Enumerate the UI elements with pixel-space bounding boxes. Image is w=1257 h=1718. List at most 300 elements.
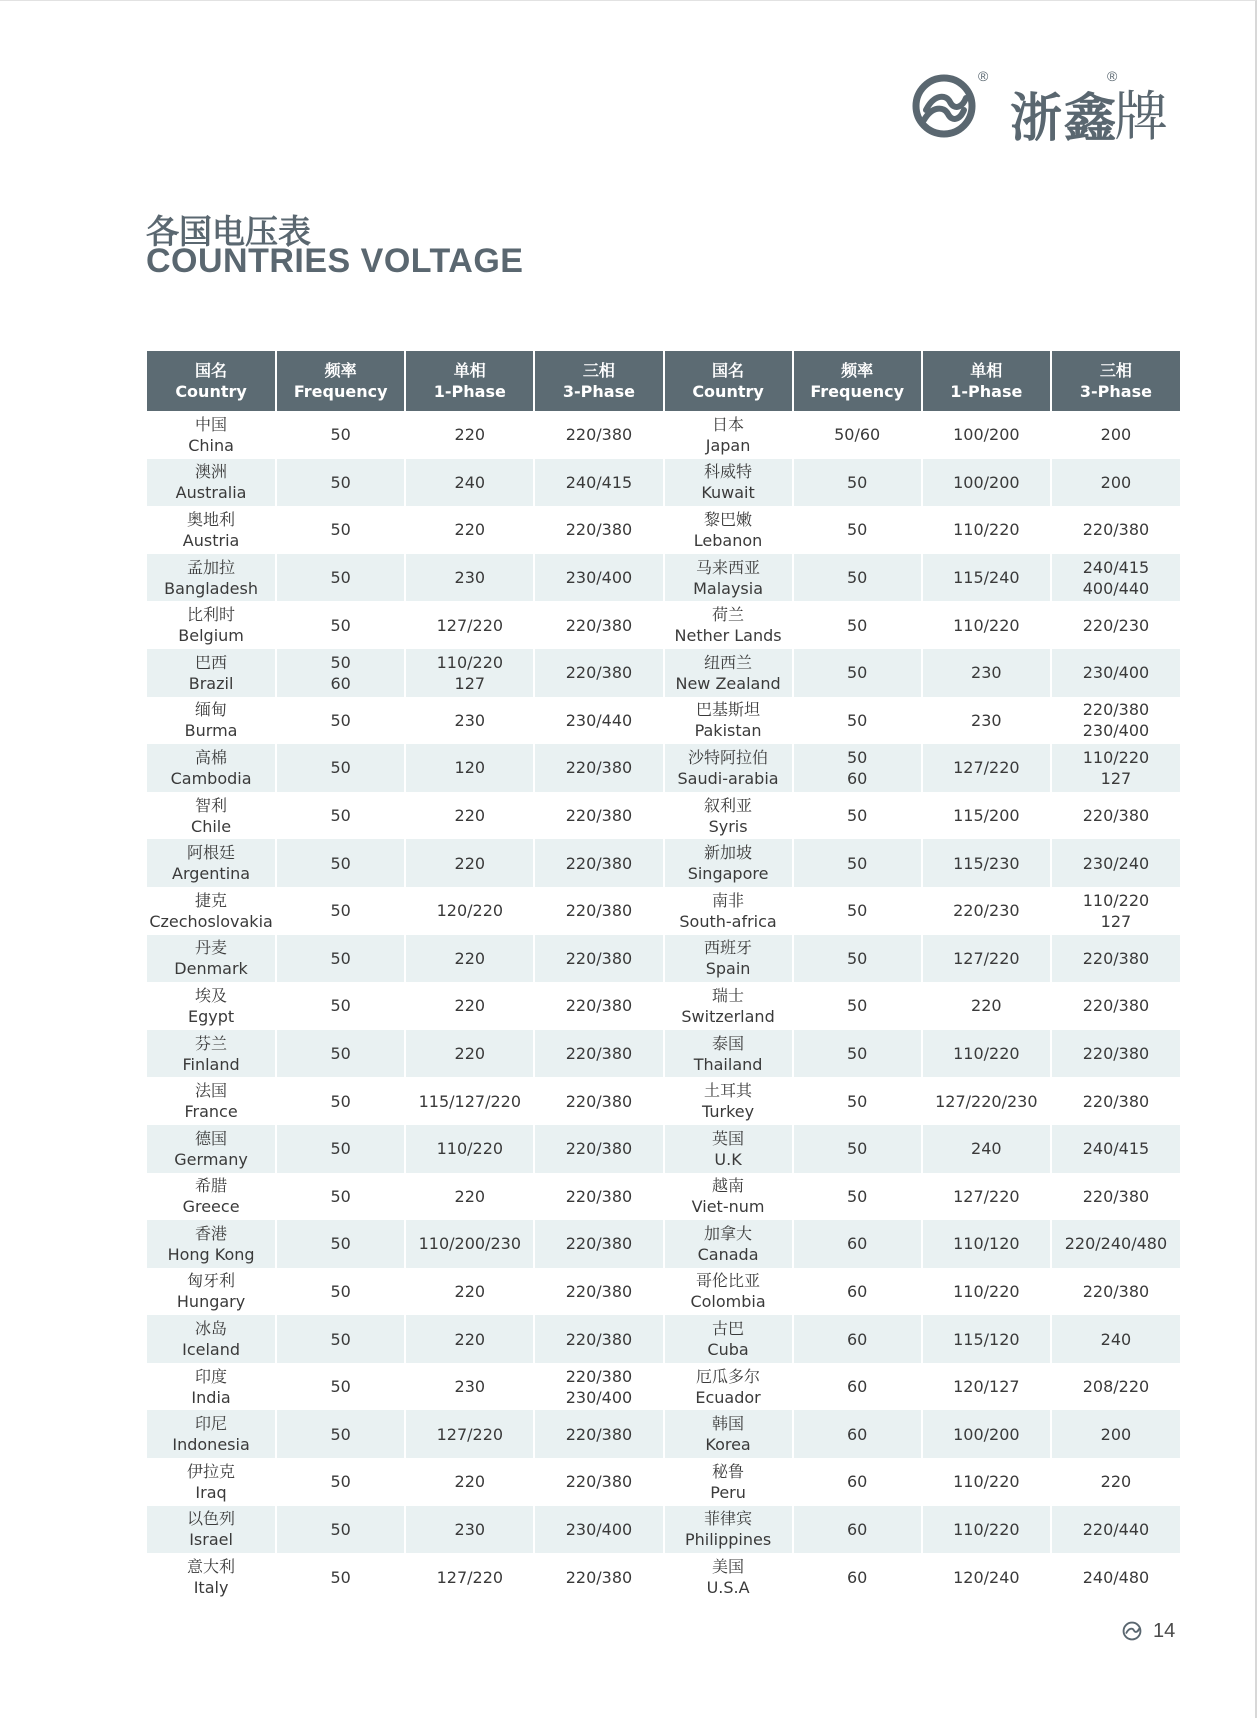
frequency-value: 60: [847, 1519, 868, 1539]
header-en: 1-Phase: [950, 382, 1023, 401]
header-cn: 三相: [582, 361, 615, 380]
country-value: Burma: [184, 721, 238, 741]
country-cell: [664, 1268, 793, 1316]
one-phase-value: 110/220: [953, 1044, 1020, 1064]
frequency-value: 50: [330, 1424, 351, 1444]
three-phase-cell: [534, 459, 663, 507]
header-cell: [1051, 351, 1180, 411]
three-phase-cell: [1051, 1553, 1180, 1601]
frequency-cell: [793, 1315, 922, 1363]
one-phase-cell: [405, 1363, 534, 1411]
one-phase-value: 127: [454, 673, 486, 693]
three-phase-cell: [1051, 792, 1180, 840]
header-en: 3-Phase: [1079, 382, 1152, 401]
one-phase-value: 110/200/230: [418, 1234, 522, 1254]
table-row: [147, 1363, 1180, 1411]
one-phase-cell: [922, 1125, 1051, 1173]
frequency-cell: [276, 839, 405, 887]
one-phase-value: 220: [454, 806, 486, 826]
frequency-cell: [276, 554, 405, 602]
country-value: Hungary: [176, 1292, 246, 1312]
table-row: [147, 982, 1180, 1030]
frequency-cell: [276, 744, 405, 792]
one-phase-value: 220: [454, 425, 486, 445]
one-phase-cell: [405, 1553, 534, 1601]
one-phase-value: 220: [971, 996, 1002, 1016]
three-phase-value: 200: [1100, 472, 1132, 492]
frequency-cell: [793, 1458, 922, 1506]
frequency-value: 50: [330, 1044, 351, 1064]
country-cell: [664, 554, 793, 602]
country-cell: [147, 554, 276, 602]
country-value: 巴基斯坦: [696, 700, 761, 720]
table-row: [147, 935, 1180, 983]
header-cell: [664, 351, 793, 411]
one-phase-value: 240: [454, 472, 486, 492]
three-phase-cell: [1051, 506, 1180, 554]
three-phase-cell: [1051, 744, 1180, 792]
header-cn: 三相: [1099, 361, 1132, 380]
three-phase-cell: [1051, 601, 1180, 649]
country-cell: [664, 1410, 793, 1458]
country-value: 菲律宾: [704, 1509, 753, 1529]
country-value: Iceland: [182, 1340, 241, 1360]
frequency-value: 50: [330, 948, 351, 968]
country-value: 中国: [195, 414, 228, 434]
three-phase-cell: [534, 744, 663, 792]
three-phase-value: 220/380: [565, 1234, 633, 1254]
country-cell: [147, 1363, 276, 1411]
three-phase-value: 220/230: [1082, 615, 1150, 635]
one-phase-cell: [405, 1030, 534, 1078]
country-cell: [147, 839, 276, 887]
country-value: 埃及: [195, 985, 228, 1005]
country-cell: [147, 1410, 276, 1458]
one-phase-cell: [922, 1410, 1051, 1458]
country-value: Saudi-arabia: [677, 768, 779, 788]
country-cell: [664, 1220, 793, 1268]
country-value: 印尼: [195, 1414, 228, 1434]
frequency-value: 50: [330, 1139, 351, 1159]
country-value: South-africa: [679, 911, 777, 931]
header-cell: [147, 351, 276, 411]
frequency-cell: [793, 554, 922, 602]
frequency-cell: [276, 1173, 405, 1221]
frequency-value: 50: [847, 1186, 868, 1206]
country-value: Germany: [174, 1149, 248, 1169]
three-phase-cell: [534, 1125, 663, 1173]
table-row: [147, 554, 1180, 602]
country-value: France: [184, 1102, 238, 1122]
three-phase-cell: [534, 1506, 663, 1554]
frequency-value: 50: [330, 1567, 351, 1587]
frequency-value: 60: [847, 768, 868, 788]
frequency-value: 50: [330, 425, 351, 445]
three-phase-value: 220/380: [565, 1472, 633, 1492]
one-phase-value: 220: [454, 1329, 486, 1349]
one-phase-value: 220: [454, 1044, 486, 1064]
one-phase-value: 110/120: [953, 1234, 1020, 1254]
frequency-cell: [276, 1030, 405, 1078]
country-cell: [147, 506, 276, 554]
country-cell: [664, 1030, 793, 1078]
country-value: 泰国: [712, 1033, 745, 1053]
frequency-value: 50: [330, 1234, 351, 1254]
three-phase-value: 220/380: [1082, 1186, 1150, 1206]
frequency-cell: [276, 1506, 405, 1554]
country-value: Cambodia: [170, 768, 252, 788]
one-phase-cell: [405, 411, 534, 459]
one-phase-cell: [405, 506, 534, 554]
one-phase-cell: [405, 839, 534, 887]
frequency-value: 50: [847, 948, 868, 968]
three-phase-value: 220/380: [565, 853, 633, 873]
three-phase-value: 220/380: [1082, 996, 1150, 1016]
three-phase-value: 240/480: [1082, 1567, 1150, 1587]
frequency-value: 60: [847, 1234, 868, 1254]
three-phase-cell: [534, 1553, 663, 1601]
three-phase-cell: [534, 792, 663, 840]
one-phase-value: 110/220: [436, 652, 504, 672]
country-cell: [664, 935, 793, 983]
three-phase-value: 127: [1100, 911, 1132, 931]
country-value: Lebanon: [693, 530, 763, 550]
one-phase-value: 110/220: [436, 1139, 504, 1159]
country-value: 厄瓜多尔: [696, 1366, 761, 1386]
table-row: [147, 1268, 1180, 1316]
three-phase-value: 220/380: [1082, 948, 1150, 968]
country-value: Switzerland: [681, 1006, 775, 1026]
page-title-cn: 各国电压表: [146, 212, 311, 251]
one-phase-cell: [405, 982, 534, 1030]
three-phase-value: 240/415: [1082, 557, 1150, 577]
three-phase-value: 220/380: [1082, 1044, 1150, 1064]
country-value: 瑞士: [712, 985, 745, 1005]
frequency-value: 50: [847, 615, 868, 635]
one-phase-cell: [405, 697, 534, 745]
one-phase-value: 100/200: [953, 472, 1020, 492]
one-phase-cell: [405, 1125, 534, 1173]
three-phase-value: 230/400: [1082, 721, 1150, 741]
header-en: Frequency: [810, 382, 905, 401]
brand-name: 浙鑫: [1010, 89, 1119, 149]
country-cell: [147, 792, 276, 840]
country-cell: [147, 1268, 276, 1316]
one-phase-value: 127/220: [953, 758, 1020, 778]
three-phase-cell: [1051, 839, 1180, 887]
frequency-value: 50: [330, 996, 351, 1016]
one-phase-value: 110/220: [953, 1281, 1020, 1301]
three-phase-cell: [1051, 1030, 1180, 1078]
frequency-cell: [793, 1363, 922, 1411]
country-cell: [664, 459, 793, 507]
one-phase-cell: [405, 1506, 534, 1554]
country-cell: [147, 1125, 276, 1173]
frequency-value: 50: [847, 747, 868, 767]
frequency-cell: [276, 1458, 405, 1506]
frequency-cell: [276, 1220, 405, 1268]
one-phase-value: 230: [454, 568, 486, 588]
frequency-cell: [793, 1268, 922, 1316]
frequency-value: 50: [330, 1091, 351, 1111]
header-cn: 频率: [324, 361, 357, 380]
three-phase-cell: [534, 1220, 663, 1268]
country-value: 芬兰: [195, 1033, 228, 1053]
three-phase-cell: [534, 506, 663, 554]
three-phase-value: 127: [1100, 768, 1132, 788]
country-cell: [147, 744, 276, 792]
frequency-value: 50: [330, 472, 351, 492]
country-value: U.K: [714, 1149, 742, 1169]
one-phase-value: 230: [454, 1519, 486, 1539]
table-row: [147, 1173, 1180, 1221]
one-phase-value: 127/220: [953, 948, 1020, 968]
three-phase-cell: [1051, 411, 1180, 459]
header-en: Country: [175, 382, 247, 401]
one-phase-cell: [405, 1315, 534, 1363]
one-phase-cell: [922, 1315, 1051, 1363]
country-cell: [147, 459, 276, 507]
one-phase-value: 240: [971, 1139, 1002, 1159]
three-phase-value: 230/400: [565, 568, 633, 588]
one-phase-value: 115/200: [953, 806, 1020, 826]
country-cell: [147, 1506, 276, 1554]
brand-logo: [912, 68, 1187, 149]
table-row: [147, 697, 1180, 745]
country-value: Hong Kong: [167, 1244, 255, 1264]
frequency-value: 50: [330, 806, 351, 826]
three-phase-value: 220/240/480: [1064, 1234, 1168, 1254]
one-phase-value: 100/200: [953, 1424, 1020, 1444]
three-phase-value: 220/380: [565, 901, 633, 921]
country-value: 荷兰: [712, 605, 745, 625]
frequency-cell: [793, 1553, 922, 1601]
frequency-value: 60: [847, 1424, 868, 1444]
one-phase-value: 230: [971, 663, 1002, 683]
country-cell: [147, 1315, 276, 1363]
country-cell: [664, 1553, 793, 1601]
header-en: 3-Phase: [562, 382, 635, 401]
three-phase-value: 220/380: [565, 758, 633, 778]
frequency-cell: [276, 601, 405, 649]
frequency-value: 50: [330, 853, 351, 873]
three-phase-value: 220/380: [1082, 1281, 1150, 1301]
three-phase-cell: [1051, 1506, 1180, 1554]
frequency-value: 60: [330, 673, 351, 693]
country-value: Brazil: [188, 673, 234, 693]
frequency-cell: [793, 649, 922, 697]
three-phase-value: 230/400: [565, 1519, 633, 1539]
table-row: [147, 1458, 1180, 1506]
frequency-value: 60: [847, 1567, 868, 1587]
one-phase-value: 100/200: [953, 425, 1020, 445]
country-cell: [664, 1363, 793, 1411]
table-row: [147, 792, 1180, 840]
frequency-cell: [793, 744, 922, 792]
country-value: U.S.A: [706, 1578, 750, 1598]
table-body: [147, 411, 1180, 1601]
country-value: Egypt: [187, 1006, 235, 1026]
country-cell: [664, 792, 793, 840]
one-phase-cell: [405, 1458, 534, 1506]
frequency-value: 50: [847, 1091, 868, 1111]
frequency-cell: [793, 1077, 922, 1125]
table-row: [147, 459, 1180, 507]
country-value: 智利: [195, 795, 228, 815]
country-cell: [147, 1553, 276, 1601]
country-value: 丹麦: [195, 938, 228, 958]
three-phase-cell: [534, 697, 663, 745]
three-phase-cell: [1051, 1125, 1180, 1173]
header-cell: [793, 351, 922, 411]
one-phase-cell: [922, 744, 1051, 792]
frequency-cell: [793, 982, 922, 1030]
three-phase-value: 230/240: [1082, 853, 1150, 873]
country-cell: [147, 697, 276, 745]
frequency-value: 50: [847, 520, 868, 540]
one-phase-value: 230: [454, 1377, 486, 1397]
country-cell: [664, 744, 793, 792]
one-phase-value: 115/120: [953, 1329, 1020, 1349]
registered-mark: ®: [978, 68, 989, 84]
frequency-cell: [793, 839, 922, 887]
three-phase-value: 220/380: [565, 1329, 633, 1349]
frequency-cell: [793, 601, 922, 649]
frequency-cell: [276, 1315, 405, 1363]
one-phase-value: 220: [454, 1281, 486, 1301]
header-cell: [405, 351, 534, 411]
country-value: 孟加拉: [187, 557, 236, 577]
frequency-value: 50/60: [834, 425, 881, 445]
brand-mark-small-icon: [1122, 1621, 1142, 1641]
frequency-value: 50: [847, 806, 868, 826]
country-value: 沙特阿拉伯: [688, 747, 769, 767]
frequency-cell: [793, 887, 922, 935]
one-phase-cell: [922, 459, 1051, 507]
table-row: [147, 1506, 1180, 1554]
one-phase-value: 120/240: [953, 1567, 1020, 1587]
country-value: 日本: [712, 414, 745, 434]
page-title-en: COUNTRIES VOLTAGE: [146, 242, 524, 280]
country-value: Colombia: [690, 1292, 766, 1312]
three-phase-cell: [1051, 1268, 1180, 1316]
one-phase-cell: [922, 839, 1051, 887]
three-phase-value: 200: [1100, 1424, 1132, 1444]
country-cell: [147, 935, 276, 983]
frequency-value: 50: [330, 1519, 351, 1539]
table-row: [147, 411, 1180, 459]
three-phase-cell: [534, 601, 663, 649]
one-phase-value: 120: [454, 758, 486, 778]
one-phase-cell: [405, 1410, 534, 1458]
country-value: Malaysia: [693, 578, 764, 598]
country-cell: [147, 1077, 276, 1125]
table-row: [147, 744, 1180, 792]
one-phase-cell: [922, 1458, 1051, 1506]
country-value: 匈牙利: [187, 1271, 236, 1291]
one-phase-cell: [405, 459, 534, 507]
three-phase-value: 110/220: [1082, 747, 1150, 767]
three-phase-cell: [534, 1173, 663, 1221]
one-phase-value: 127/220/230: [935, 1091, 1038, 1111]
three-phase-cell: [1051, 697, 1180, 745]
table-row: [147, 1125, 1180, 1173]
country-cell: [664, 411, 793, 459]
country-value: 英国: [712, 1128, 745, 1148]
country-value: Peru: [710, 1482, 746, 1502]
one-phase-cell: [922, 411, 1051, 459]
one-phase-value: 110/220: [953, 1519, 1020, 1539]
three-phase-value: 230/440: [565, 710, 633, 730]
one-phase-cell: [405, 887, 534, 935]
country-cell: [147, 982, 276, 1030]
country-value: Syris: [708, 816, 748, 836]
brand-mark-icon: [912, 74, 976, 138]
three-phase-cell: [534, 1458, 663, 1506]
one-phase-value: 220: [454, 1186, 486, 1206]
country-value: Chile: [191, 816, 232, 836]
country-value: 科威特: [704, 462, 753, 482]
country-value: 冰岛: [195, 1319, 228, 1339]
country-value: 阿根廷: [187, 843, 236, 863]
country-value: Singapore: [687, 864, 769, 884]
three-phase-value: 220/380: [565, 615, 633, 635]
country-value: 越南: [712, 1176, 745, 1196]
three-phase-cell: [534, 1077, 663, 1125]
country-cell: [664, 1125, 793, 1173]
three-phase-value: 208/220: [1082, 1377, 1150, 1397]
three-phase-value: 220/380: [565, 520, 633, 540]
frequency-cell: [276, 1410, 405, 1458]
frequency-cell: [276, 1553, 405, 1601]
three-phase-cell: [1051, 1077, 1180, 1125]
country-value: Czechoslovakia: [149, 911, 273, 931]
country-value: 马来西亚: [696, 557, 761, 577]
country-value: 澳洲: [195, 462, 228, 482]
three-phase-value: 220/380: [565, 1567, 633, 1587]
one-phase-value: 230: [454, 710, 486, 730]
country-value: Korea: [705, 1435, 751, 1455]
three-phase-cell: [534, 1315, 663, 1363]
one-phase-cell: [405, 649, 534, 697]
frequency-cell: [793, 1125, 922, 1173]
country-cell: [147, 649, 276, 697]
country-value: Thailand: [693, 1054, 763, 1074]
one-phase-value: 127/220: [953, 1186, 1020, 1206]
three-phase-value: 220/380: [565, 996, 633, 1016]
frequency-cell: [793, 506, 922, 554]
one-phase-value: 120/127: [953, 1377, 1020, 1397]
one-phase-cell: [922, 982, 1051, 1030]
country-value: 希腊: [195, 1176, 228, 1196]
frequency-value: 50: [847, 1044, 868, 1064]
one-phase-cell: [922, 554, 1051, 602]
one-phase-cell: [405, 601, 534, 649]
country-value: 法国: [195, 1081, 228, 1101]
three-phase-cell: [534, 1030, 663, 1078]
country-value: 高棉: [195, 747, 228, 767]
table-row: [147, 839, 1180, 887]
voltage-table: [147, 351, 1180, 1601]
three-phase-value: 230/400: [1082, 663, 1150, 683]
one-phase-cell: [922, 935, 1051, 983]
country-value: Bangladesh: [164, 578, 258, 598]
country-value: Italy: [193, 1578, 229, 1598]
registered-mark-2: ®: [1107, 68, 1118, 84]
header-en: Country: [692, 382, 764, 401]
country-value: Denmark: [174, 959, 248, 979]
frequency-value: 50: [330, 1186, 351, 1206]
